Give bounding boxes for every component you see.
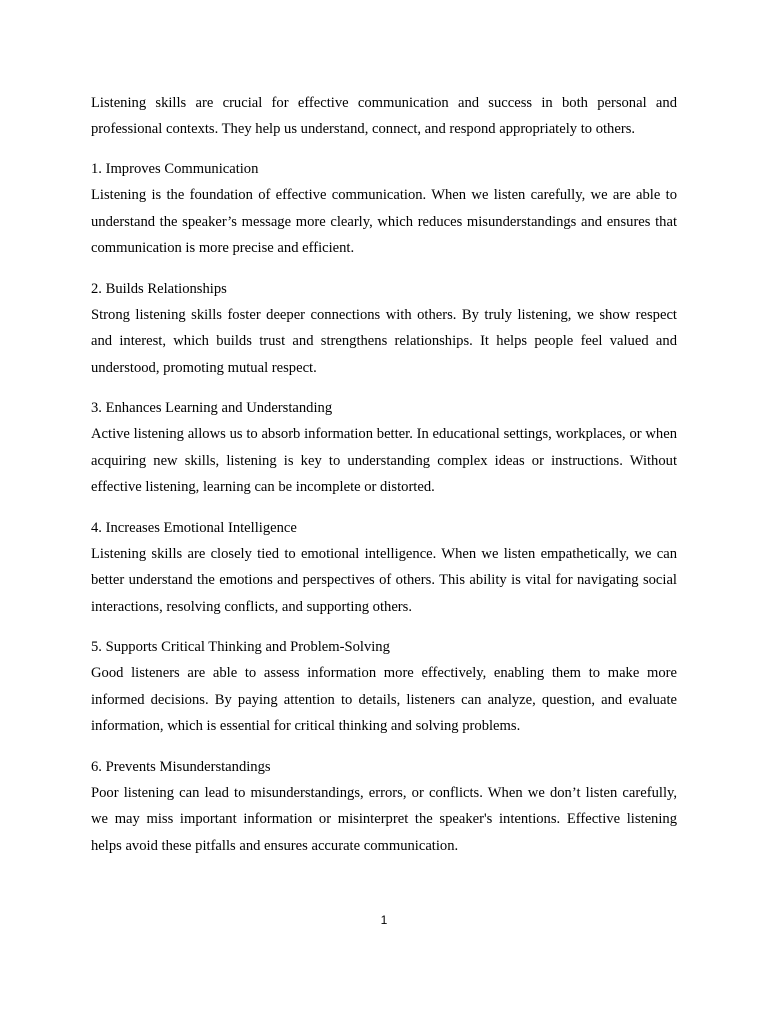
- section-critical-thinking: [91, 634, 677, 740]
- section-heading: 3. Enhances Learning and Understanding: [91, 400, 333, 416]
- section-heading: 4. Increases Emotional Intelligence: [91, 519, 297, 536]
- section-prevents-misunderstandings: [91, 754, 677, 860]
- section-paragraph: Active listening allows us to absorb information better. In educational settings, workplaces, or when acquiring new skills, listening is key to understanding complex ideas or instructions. Without effective listening, learning can be incomplete or distorted.: [91, 426, 677, 495]
- document-body: [91, 90, 677, 859]
- section-heading: 1. Improves Communication: [91, 161, 259, 177]
- section-heading: 5. Supports Critical Thinking and Problem-Solving: [91, 639, 390, 655]
- section-enhances-learning: [91, 395, 677, 501]
- section-paragraph: Listening skills are closely tied to emotional intelligence. When we listen empathetically, we can better understand the emotions and perspectives of others. This ability is vital for navigating social interactions, resolving conflicts, and supporting others.: [91, 545, 677, 615]
- section-heading: 2. Builds Relationships: [91, 280, 227, 297]
- section-paragraph: Good listeners are able to assess information more effectively, enabling them to make more informed decisions. By paying attention to details, listeners can analyze, question, and evaluate information, which is essential for critical thinking and solving problems.: [91, 665, 677, 734]
- section-emotional-intelligence: [91, 515, 677, 621]
- section-paragraph: Strong listening skills foster deeper connections with others. By truly listening, we show respect and interest, which builds trust and strengthens relationships. It helps people feel valued and understood, promoting mutual respect.: [91, 306, 677, 376]
- section-heading: 6. Prevents Misunderstandings: [91, 758, 271, 775]
- section-builds-relationships: [91, 276, 677, 382]
- section-improves-communication: [91, 156, 677, 262]
- intro-paragraph: Listening skills are crucial for effective communication and success in both personal and professional contexts. They help us understand, connect, and respond appropriately to others.: [91, 95, 677, 137]
- page-number: 1: [380, 913, 388, 927]
- section-paragraph: Poor listening can lead to misunderstandings, errors, or conflicts. When we don’t listen carefully, we may miss important information or misinterpret the speaker's intentions. Effective listening helps avoid these pitfalls and ensures accurate communication.: [91, 784, 677, 854]
- section-paragraph: Listening is the foundation of effective communication. When we listen carefully, we are able to understand the speaker’s message more clearly, which reduces misunderstandings and ensures that communication is more precise and efficient.: [91, 187, 677, 256]
